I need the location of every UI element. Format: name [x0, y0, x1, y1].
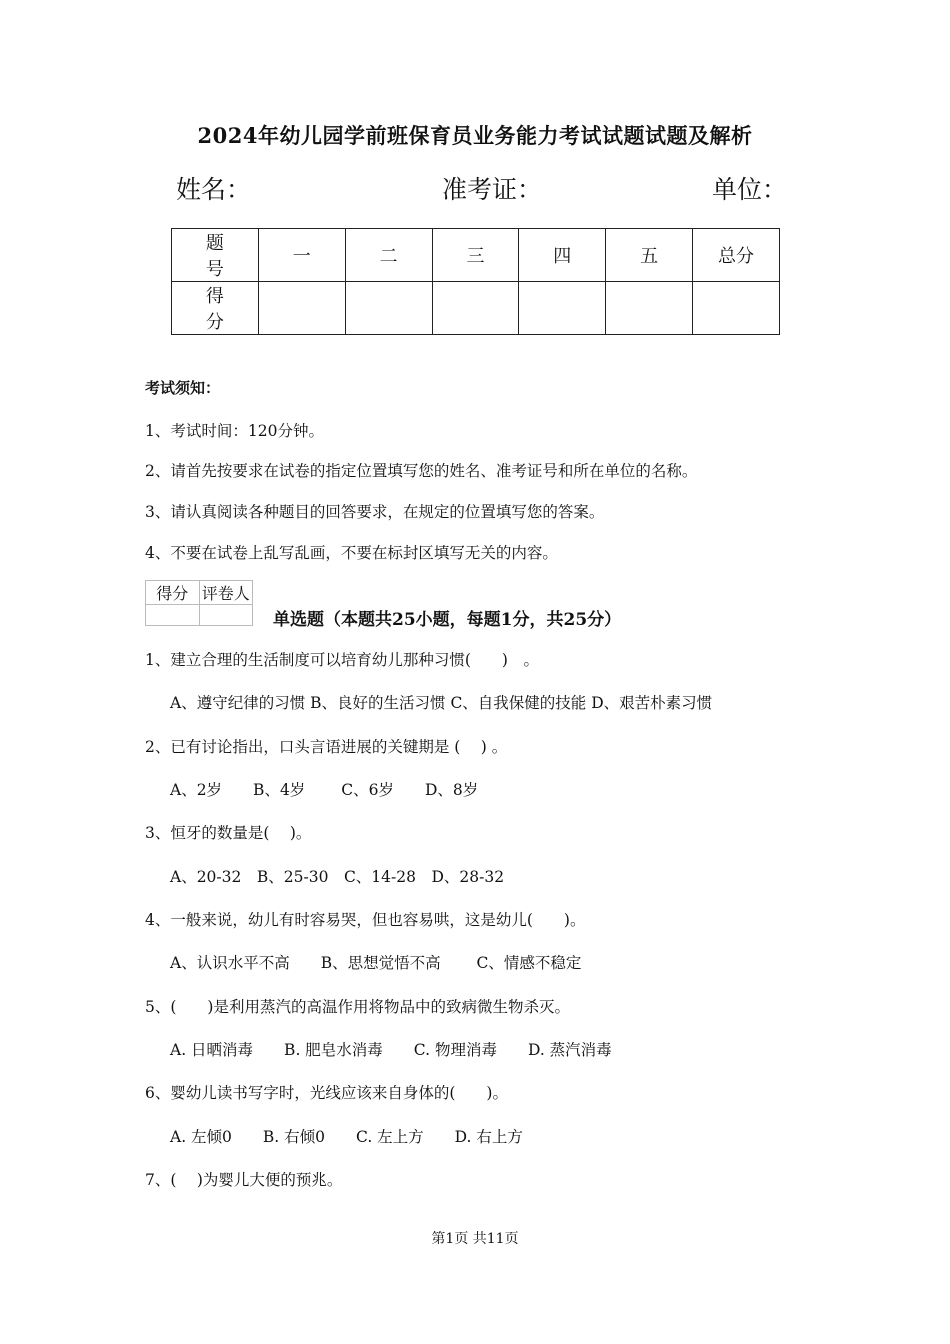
question-options: A、2岁 B、4岁 C、6岁 D、8岁: [170, 781, 479, 799]
question-text: 7、( )为婴儿大便的预兆。: [145, 1171, 343, 1189]
question-text: 6、婴幼儿读书写字时，光线应该来自身体的( )。: [145, 1084, 508, 1102]
score-cell-total[interactable]: [693, 282, 780, 335]
grader-score-label: 得分: [146, 581, 200, 605]
section-five-header: 五: [606, 229, 693, 282]
notice-item: 3、请认真阅读各种题目的回答要求，在规定的位置填写您的答案。: [145, 503, 605, 521]
question-options: A. 日晒消毒 B. 肥皂水消毒 C. 物理消毒 D. 蒸汽消毒: [170, 1041, 612, 1059]
question-options: A、遵守纪律的习惯 B、良好的生活习惯 C、自我保健的技能 D、艰苦朴素习惯: [170, 694, 713, 712]
question-text: 3、恒牙的数量是( )。: [145, 824, 312, 842]
unit-label: 单位：: [712, 175, 788, 204]
question-options: A、认识水平不高 B、思想觉悟不高 C、情感不稳定: [170, 954, 582, 972]
score-cell-one[interactable]: [258, 282, 345, 335]
section-two-header: 二: [345, 229, 432, 282]
section-one-header: 一: [258, 229, 345, 282]
notice-title: 考试须知：: [145, 379, 221, 397]
section-three-header: 三: [432, 229, 519, 282]
question-options: A. 左倾0 B. 右倾0 C. 左上方 D. 右上方: [170, 1128, 523, 1146]
question-text: 1、建立合理的生活制度可以培育幼儿那种习惯( ) 。: [145, 651, 539, 669]
page-footer: 第1页 共11页: [431, 1231, 519, 1247]
score-cell-five[interactable]: [606, 282, 693, 335]
score-row-label: 得 分: [172, 282, 259, 335]
score-table-score-row: [172, 282, 780, 335]
grader-box: [145, 580, 253, 626]
score-table: [171, 228, 780, 335]
score-cell-two[interactable]: [345, 282, 432, 335]
score-cell-four[interactable]: [519, 282, 606, 335]
question-text: 4、一般来说，幼儿有时容易哭，但也容易哄，这是幼儿( )。: [145, 911, 586, 929]
notice-item: 2、请首先按要求在试卷的指定位置填写您的姓名、准考证号和所在单位的名称。: [145, 462, 698, 480]
score-cell-three[interactable]: [432, 282, 519, 335]
section-four-header: 四: [519, 229, 606, 282]
grader-name-label: 评卷人: [199, 581, 253, 605]
total-header: 总分: [693, 229, 780, 282]
question-text: 2、已有讨论指出，口头言语进展的关键期是 ( ) 。: [145, 738, 508, 756]
question-options: A、20-32 B、25-30 C、14-28 D、28-32: [170, 868, 505, 886]
grader-name-cell[interactable]: [199, 605, 253, 626]
name-label: 姓名：: [176, 175, 252, 204]
question-number-header: 题 号: [172, 229, 259, 282]
notice-item: 1、考试时间：120分钟。: [145, 422, 324, 440]
question-text: 5、( )是利用蒸汽的高温作用将物品中的致病微生物杀灭。: [145, 998, 570, 1016]
notice-item: 4、不要在试卷上乱写乱画，不要在标封区填写无关的内容。: [145, 544, 558, 562]
section-heading: 单选题（本题共25小题，每题1分，共25分）: [273, 610, 622, 630]
grader-score-cell[interactable]: [146, 605, 200, 626]
score-table-header-row: [172, 229, 780, 282]
document-title: 2024年幼儿园学前班保育员业务能力考试试题试题及解析: [197, 123, 753, 148]
exam-id-label: 准考证：: [442, 175, 543, 204]
